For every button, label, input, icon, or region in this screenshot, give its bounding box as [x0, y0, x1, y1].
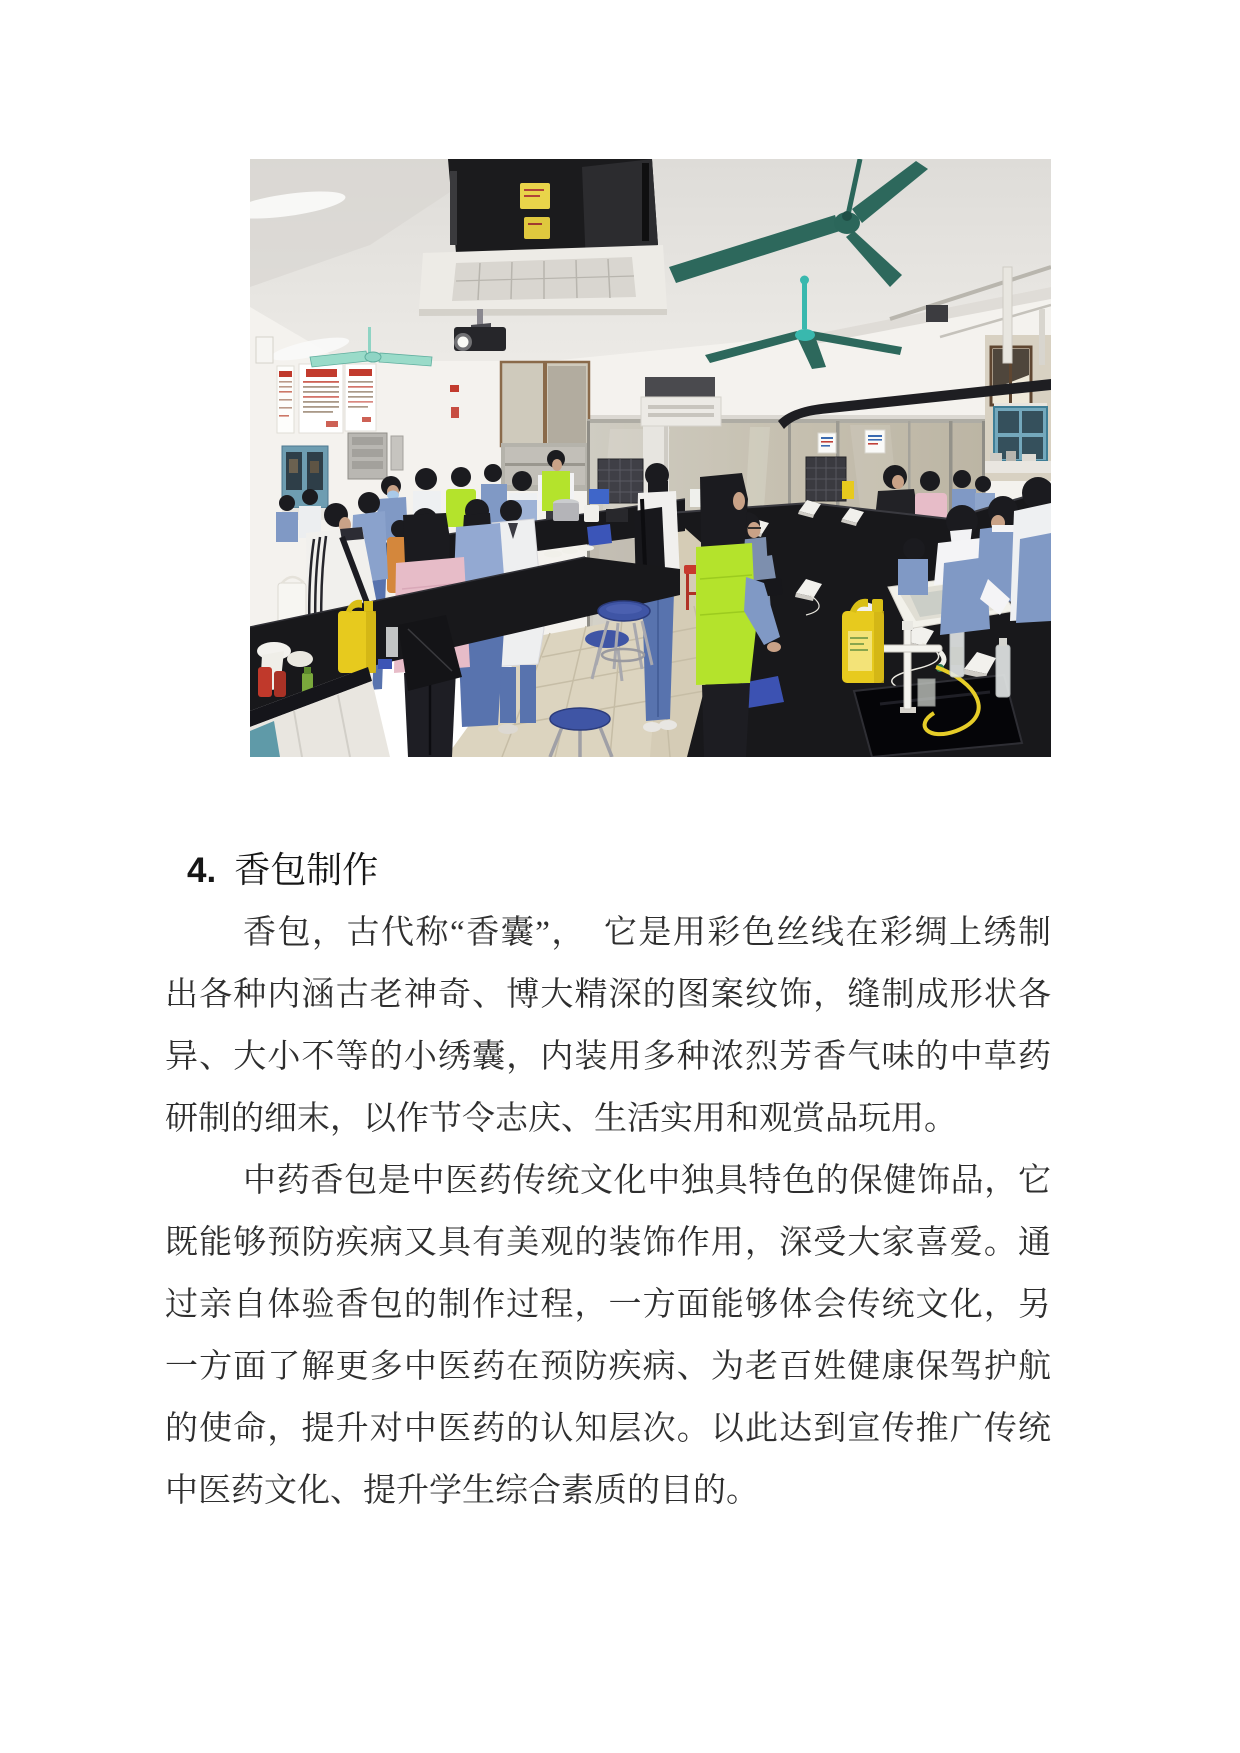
paragraph2-line5: 的使命，提升对中医药的认知层次。以此达到宣传推广传统	[165, 1411, 1051, 1447]
section-number: 4.	[187, 851, 217, 890]
paragraph1-line1: 香包，古代称“香囊”， 它是用彩色丝线在彩绸上绣制	[243, 915, 1051, 951]
body-text	[165, 902, 1051, 1522]
hvac-unit	[419, 159, 667, 316]
wall-posters	[277, 364, 376, 433]
paragraph1-line3: 异、大小不等的小绣囊，内装用多种浓烈芳香气味的中草药	[165, 1039, 1051, 1075]
jerrycan-right	[842, 599, 884, 683]
paragraph2-line3: 过亲自体验香包的制作过程，一方面能够体会传统文化，另	[165, 1287, 1051, 1323]
paragraph2-line4: 一方面了解更多中医药在预防疾病、为老百姓健康保驾护航	[165, 1349, 1051, 1385]
section-title: 香包制作	[234, 850, 379, 890]
paragraph2-line1: 中药香包是中医药传统文化中独具特色的保健饰品，它	[243, 1163, 1051, 1199]
paragraph1-line4: 研制的细末，以作节令志庆、生活实用和观赏品玩用。	[165, 1101, 957, 1137]
classroom-photo-graphic	[250, 159, 1051, 757]
paragraph2-line6: 中医药文化、提升学生综合素质的目的。	[165, 1473, 759, 1509]
classroom-photo	[250, 159, 1051, 757]
section-heading	[187, 846, 378, 895]
distant-ac-cassette	[641, 377, 721, 426]
paragraph2-line2: 既能够预防疾病又具有美观的装饰作用，深受大家喜爱。通	[165, 1225, 1051, 1261]
paragraph1-line2: 出各种内涵古老神奇、博大精深的图案纹饰，缝制成形状各	[165, 977, 1051, 1013]
